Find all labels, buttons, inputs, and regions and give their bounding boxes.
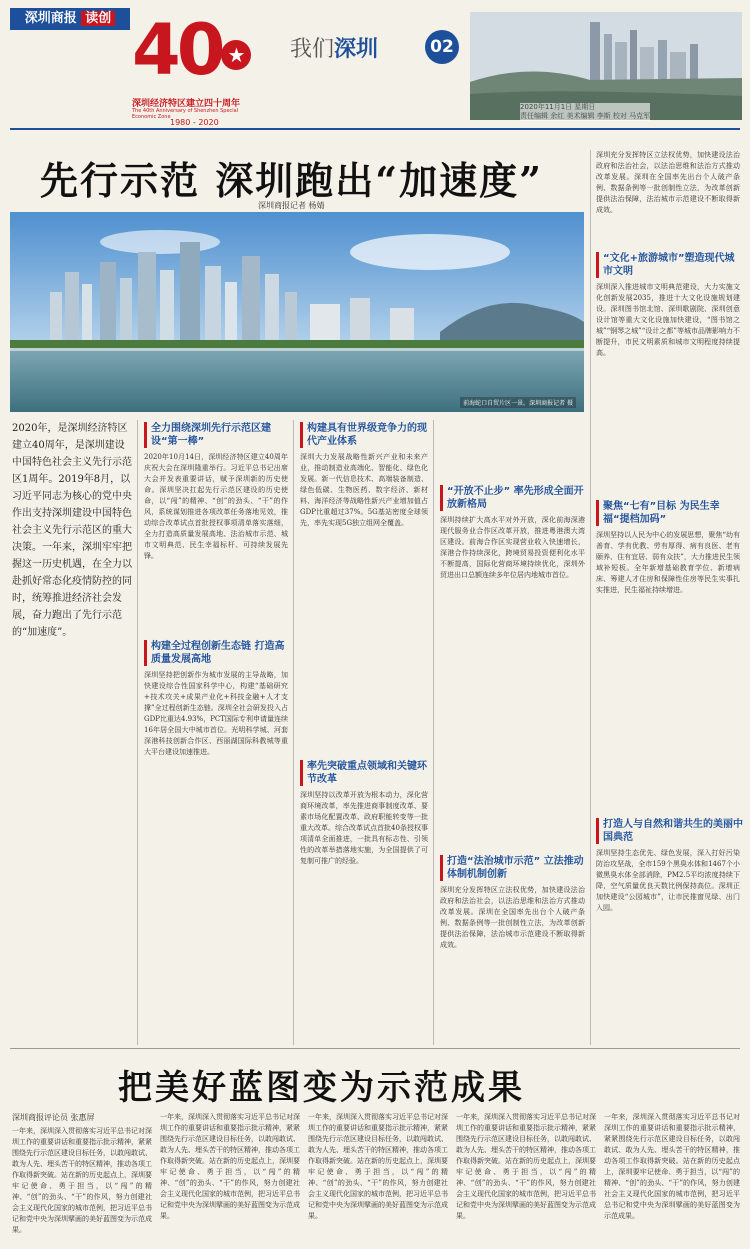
body-text-9: 深圳坚持生态优先、绿色发展，深入打好污染防治攻坚战，全市159个黑臭水体和1467个小微黑臭水体全部消除，PM2.5平均浓度持续下降，空气质量优良天数比例保持高位。深圳正加快建设“公园城市”，让市民推窗见绿、出门入园。 [596,849,740,912]
masthead-rule [10,128,740,130]
commentary-byline: 深圳商报评论员 张惠屏 [12,1113,95,1122]
anniversary-years: 1980 - 2020 [170,118,219,127]
photo-caption: 前海蛇口自贸片区一景。深圳商报记者 摄 [460,397,576,408]
editors-line: 责任编辑 余红 美术编辑 李斯 校对 马克军 [520,112,651,120]
article-lead: 2020年，是深圳经济特区建立40周年，是深圳建设中国特色社会主义先行示范区1周年。2019年8月，以习近平同志为核心的党中央作出支持深圳建设中国特色社会主义先行示范区的重大决策。一年来，深圳牢牢把握这一历史机遇，在全力以赴抓好常态化疫情防控的同时，统筹推进经济社会发展，奋力跑出了先行示范的“加速度”。 [12,423,132,638]
commentary-text-2: 一年来，深圳深入贯彻落实习近平总书记对深圳工作的重要讲话和重要指示批示精神，紧紧围绕先行示范区建设目标任务，以敢闯敢试、敢为人先、埋头苦干的特区精神，推动各项工作取得新突破。站在新的历史起点上，深圳要牢记使命、勇于担当，以“闯”的精神、“创”的劲头、“干”的作风，努力创建社会主义现代化国家的城市范例，把习近平总书记和党中央为深圳擘画的美好蓝图变为示范成果。 [160,1113,300,1220]
newspaper-logo [10,8,130,30]
subhead-7: “文化+旅游城市”塑造现代城市文明 [596,252,743,278]
body-text-right-top: 深圳充分发挥特区立法权优势，加快建设法治政府和法治社会，以法治思维和法治方式推动改革发展。深圳在全国率先出台个人破产条例、数据条例等一批创制性立法，为改革创新提供法治保障，法治城市示范建设不断取得新成效。 [596,151,740,214]
body-text-8: 深圳坚持以人民为中心的发展思想，聚焦“幼有善育、学有优教、劳有厚得、病有良医、老有颐养、住有宜居、弱有众扶”，大力推进民生领域补短板。全年新增基础教育学位、新增病床、筹建人才住房和保障性住房等民生实事扎实推进，民生福祉持续增进。 [596,531,740,594]
subhead-6: 打造“法治城市示范” 立法推动体制机制创新 [440,855,587,881]
body-text-2: 深圳坚持把创新作为城市发展的主导战略，加快建设综合性国家科学中心，构建“基础研究+技术攻关+成果产业化+科技金融+人才支撑”全过程创新生态链。深圳全社会研发投入占GDP比重达4.93%，PCT国际专利申请量连续16年居全国大中城市首位。光明科学城、河套深港科技创新合作区、西丽湖国际科教城等重大平台建设加速推进。 [144,671,288,756]
commentary-headline: 把美好蓝图变为示范成果 [118,1068,525,1108]
anniversary-title: 深圳经济特区建立四十周年 [132,99,241,109]
subhead-2: 构建全过程创新生态链 打造高质量发展高地 [144,640,291,666]
column-divider [590,150,591,1045]
subhead-1: 全力围绕深圳先行示范区建设“第一棒” [144,422,291,448]
subhead-3: 构建具有世界级竞争力的现代产业体系 [300,422,432,448]
anniversary-english: The 40th Anniversary of Shenzhen Special Economic Zone [132,108,239,120]
page-number: 02 [425,30,459,64]
subhead-5: “开放不止步” 率先形成全面开放新格局 [440,485,587,511]
body-text-7: 深圳深入推进城市文明典范建设，大力实施文化创新发展2035，推进十大文化设施规划建设。深圳图书馆北馆、深圳歌剧院、深圳创意设计馆等重大文化设施加快建设，“图书馆之城”“钢琴之城”“设计之都”等城市品牌影响力不断提升，市民文明素质和城市文明程度持续提高。 [596,283,740,357]
column-divider [293,420,294,1045]
city-skyline-photo [10,212,584,412]
paper-name: 深圳商报 [24,11,77,26]
date-line: 2020年11月1日 星期日 [520,103,596,111]
body-text-3: 深圳大力发展战略性新兴产业和未来产业，推动制造业高端化、智能化、绿色化发展。新一代信息技术、高端装备制造、绿色低碳、生物医药、数字经济、新材料、海洋经济等战略性新兴产业增加值占GDP比重超过37%。5G基站密度全球领先，率先实现5G独立组网全覆盖。 [300,453,428,527]
main-photo [10,212,584,412]
subhead-8: 聚焦“七有”目标 为民生幸福“提档加码” [596,500,743,526]
anniversary-number: 40 [132,9,222,91]
section-title [290,32,378,63]
column-divider [433,420,434,1045]
commentary-text-5: 一年来，深圳深入贯彻落实习近平总书记对深圳工作的重要讲话和重要指示批示精神，紧紧围绕先行示范区建设目标任务，以敢闯敢试、敢为人先、埋头苦干的特区精神，推动各项工作取得新突破。站在新的历史起点上，深圳要牢记使命、勇于担当，以“闯”的精神、“创”的劲头、“干”的作风，努力创建社会主义现代化国家的城市范例，把习近平总书记和党中央为深圳擘画的美好蓝图变为示范成果。 [604,1113,740,1220]
anniversary-emblem [132,10,251,90]
body-text-4: 深圳坚持以改革开放为根本动力，深化营商环境改革，率先推进商事制度改革、要素市场化配置改革、政府职能转变等一批重大改革。综合改革试点首批40条授权事项清单全面推进，一批具有标志性、引领性的改革举措落地实施，为全国提供了可复制可推广的经验。 [300,791,428,865]
column-divider [137,420,138,1045]
subhead-9: 打造人与自然和谐共生的美丽中国典范 [596,818,743,844]
body-text-5: 深圳持续扩大高水平对外开放，深化前海深港现代服务业合作区改革开放，推进粤港澳大湾区建设。前海合作区实现营业收入快速增长，深港合作持续深化，跨境贸易投资便利化水平不断提高，国际化营商环境持续优化，深圳外贸进出口总额连续多年位居内地城市首位。 [440,516,585,579]
subhead-4: 率先突破重点领域和关键环节改革 [300,760,432,786]
commentary-text-4: 一年来，深圳深入贯彻落实习近平总书记对深圳工作的重要讲话和重要指示批示精神，紧紧围绕先行示范区建设目标任务，以敢闯敢试、敢为人先、埋头苦干的特区精神，推动各项工作取得新突破。站在新的历史起点上，深圳要牢记使命、勇于担当，以“闯”的精神、“创”的劲头、“干”的作风，努力创建社会主义现代化国家的城市范例，把习近平总书记和党中央为深圳擘画的美好蓝图变为示范成果。 [456,1113,596,1220]
body-text-1: 2020年10月14日，深圳经济特区建立40周年庆祝大会在深圳隆重举行。习近平总书记出席大会并发表重要讲话，赋予深圳新的历史使命。深圳坚决扛起先行示范区建设的历史使命，以“闯”的精神、“创”的劲头、“干”的作风，系统谋划推进各项改革任务落地见效，推动综合改革试点首批授权事项清单落实落细，全力打造高质量发展高地、法治城市示范、城市文明典范、民生幸福标杆、可持续发展先锋。 [144,453,288,560]
section-prefix: 我们 [290,37,335,62]
header-meta [520,103,650,121]
body-text-6: 深圳充分发挥特区立法权优势，加快建设法治政府和法治社会，以法治思维和法治方式推动改革发展。深圳在全国率先出台个人破产条例、数据条例等一批创制性立法，为改革创新提供法治保障，法治城市示范建设不断取得新成效。 [440,886,585,949]
section-name: 深圳 [334,37,379,62]
body-text-3-cont [440,422,585,480]
section-divider [10,1048,740,1049]
main-headline: 先行示范 深圳跑出“加速度” [40,158,543,203]
column-name: 读创 [81,11,115,26]
commentary-text-3: 一年来，深圳深入贯彻落实习近平总书记对深圳工作的重要讲话和重要指示批示精神，紧紧围绕先行示范区建设目标任务，以敢闯敢试、敢为人先、埋头苦干的特区精神，推动各项工作取得新突破。站在新的历史起点上，深圳要牢记使命、勇于担当，以“闯”的精神、“创”的劲头、“干”的作风，努力创建社会主义现代化国家的城市范例，把习近平总书记和党中央为深圳擘画的美好蓝图变为示范成果。 [308,1113,448,1220]
commentary-text-1: 一年来，深圳深入贯彻落实习近平总书记对深圳工作的重要讲话和重要指示批示精神，紧紧围绕先行示范区建设目标任务，以敢闯敢试、敢为人先、埋头苦干的特区精神，推动各项工作取得新突破。站在新的历史起点上，深圳要牢记使命、勇于担当，以“闯”的精神、“创”的劲头、“干”的作风，努力创建社会主义现代化国家的城市范例，把习近平总书记和党中央为深圳擘画的美好蓝图变为示范成果。 [12,1127,152,1234]
main-byline: 深圳商报记者 杨婧 [258,201,325,210]
star-icon: ★ [221,40,251,70]
